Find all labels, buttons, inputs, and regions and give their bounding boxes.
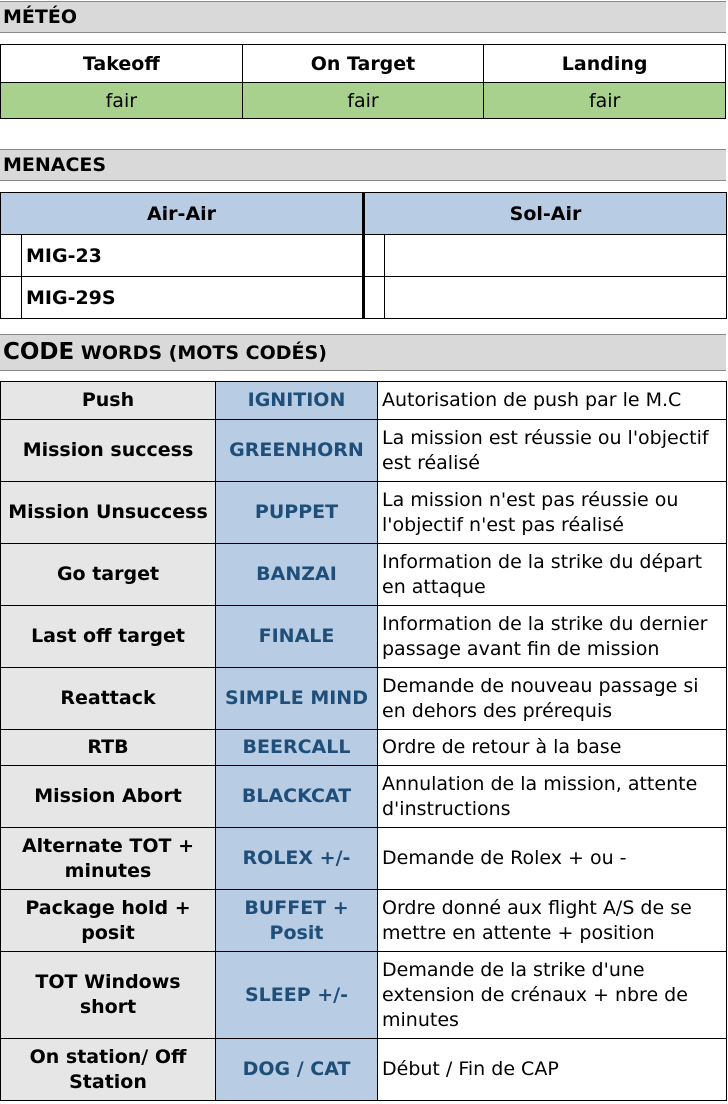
code-word-value: SIMPLE MIND (216, 668, 378, 730)
code-word-description: Demande de nouveau passage si en dehors des prérequis (378, 668, 727, 730)
meteo-table (0, 44, 726, 119)
meteo-header-landing: Landing (484, 45, 726, 83)
code-words-table (0, 381, 727, 1101)
threats-section-title: MENACES (0, 149, 726, 181)
code-word-label: Mission Unsuccess (1, 482, 216, 544)
code-word-description: Début / Fin de CAP (378, 1039, 727, 1101)
code-word-value: PUPPET (216, 482, 378, 544)
code-word-row (1, 828, 727, 890)
threat-air-air-item: MIG-29S (22, 277, 364, 319)
code-word-label: TOT Windows short (1, 952, 216, 1039)
code-word-row (1, 1039, 727, 1101)
code-words-title-main: CODE (3, 339, 75, 365)
code-word-label: Mission success (1, 420, 216, 482)
code-words-title-rest: WORDS (MOTS CODÉS) (74, 342, 327, 364)
threat-sol-air-item (385, 277, 727, 319)
code-word-label: Push (1, 382, 216, 420)
code-word-value: IGNITION (216, 382, 378, 420)
code-word-row (1, 730, 727, 766)
code-word-value: BUFFET + Posit (216, 890, 378, 952)
code-word-value: ROLEX +/- (216, 828, 378, 890)
meteo-header-on-target: On Target (242, 45, 484, 83)
code-word-row (1, 382, 727, 420)
code-word-description: La mission est réussie ou l'objectif est réalisé (378, 420, 727, 482)
code-word-row (1, 890, 727, 952)
threat-sol-air-item (385, 235, 727, 277)
code-word-row (1, 420, 727, 482)
code-word-value: BEERCALL (216, 730, 378, 766)
threats-table (0, 192, 727, 319)
code-word-row (1, 766, 727, 828)
code-word-label: Last off target (1, 606, 216, 668)
code-words-section-title (0, 334, 726, 371)
code-word-label: On station/ Off Station (1, 1039, 216, 1101)
code-word-label: Package hold + posit (1, 890, 216, 952)
code-word-value: DOG / CAT (216, 1039, 378, 1101)
code-word-value: GREENHORN (216, 420, 378, 482)
code-word-description: Information de la strike du départ en attaque (378, 544, 727, 606)
code-word-label: Reattack (1, 668, 216, 730)
code-word-value: BLACKCAT (216, 766, 378, 828)
code-word-description: Ordre de retour à la base (378, 730, 727, 766)
code-word-value: FINALE (216, 606, 378, 668)
code-word-description: Annulation de la mission, attente d'instructions (378, 766, 727, 828)
threat-air-air-item: MIG-23 (22, 235, 364, 277)
code-word-label: Mission Abort (1, 766, 216, 828)
threats-header-sol-air: Sol-Air (364, 193, 727, 235)
code-word-row (1, 668, 727, 730)
code-word-row (1, 482, 727, 544)
code-word-description: Demande de la strike d'une extension de crénaux + nbre de minutes (378, 952, 727, 1039)
meteo-section-title: MÉTÉO (0, 1, 726, 33)
code-word-description: Information de la strike du dernier passage avant fin de mission (378, 606, 727, 668)
code-word-description: Demande de Rolex + ou - (378, 828, 727, 890)
code-word-description: Autorisation de push par le M.C (378, 382, 727, 420)
code-word-value: SLEEP +/- (216, 952, 378, 1039)
code-word-description: La mission n'est pas réussie ou l'objectif n'est pas réalisé (378, 482, 727, 544)
code-word-row (1, 952, 727, 1039)
meteo-value-takeoff: fair (1, 83, 243, 119)
meteo-value-on-target: fair (242, 83, 484, 119)
code-word-row (1, 544, 727, 606)
meteo-header-takeoff: Takeoff (1, 45, 243, 83)
code-word-row (1, 606, 727, 668)
code-word-label: Alternate TOT + minutes (1, 828, 216, 890)
code-word-description: Ordre donné aux flight A/S de se mettre en attente + position (378, 890, 727, 952)
code-word-value: BANZAI (216, 544, 378, 606)
threats-header-air-air: Air-Air (1, 193, 364, 235)
code-word-label: RTB (1, 730, 216, 766)
meteo-value-landing: fair (484, 83, 726, 119)
code-word-label: Go target (1, 544, 216, 606)
